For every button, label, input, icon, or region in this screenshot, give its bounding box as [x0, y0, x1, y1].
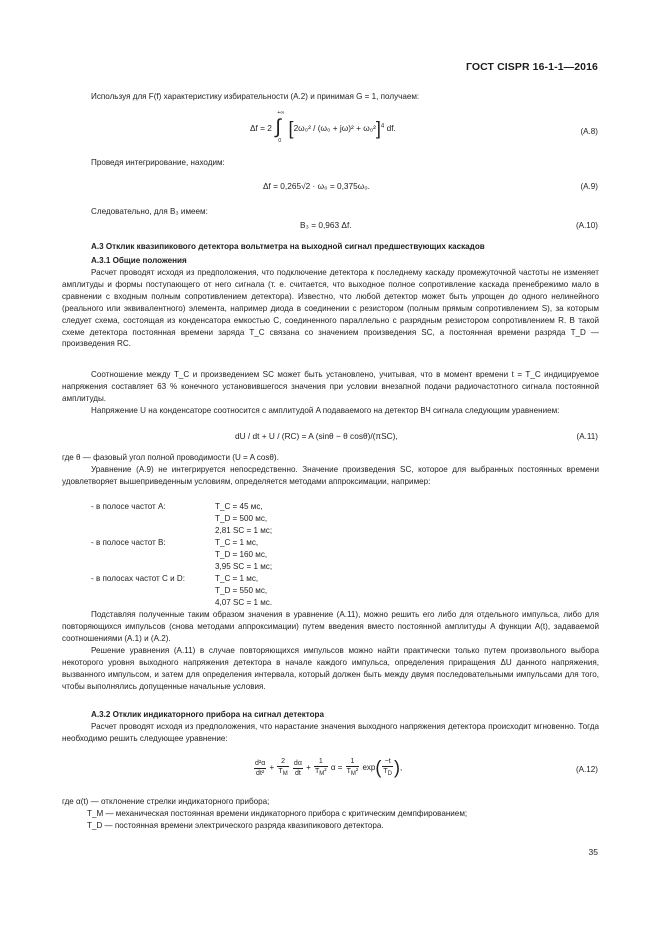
equation-a12: $\frac{\text{d²α}}{\text{dt²}}$ + $\frac{2}{T_M}$ $\frac{d\alpha}{dt}$ + $\frac{1}{T_M^2}$ α = $\frac{1}{T_M^2}$ exp( $\frac{-t}{T_D}$ ),	[255, 757, 403, 778]
definition-td-symbol: T_D	[87, 821, 103, 830]
standard-header: ГОСТ CISPR 16-1-1—2016	[465, 61, 598, 73]
definition-td-text: — постоянная времени электрического разряда квазипикового детектора.	[104, 821, 384, 830]
equation-a8-power: 4	[380, 123, 385, 130]
paragraph-substitution: Подставляя полученные таким образом значения в уравнение (А.11), можно решить его либо для отдельного импульса, либо для повторяющихся импульсов (снова методами аппроксимации) путем введения вместо постоянной амплитуды A функции A(t), задаваемой соотношениями (А.1) и (А.2).	[62, 610, 599, 643]
section-heading-a3: А.3 Отклик квазипикового детектора вольтметра на выходной сигнал предшествующих каскадов	[91, 242, 485, 251]
equation-a11-number: (А.11)	[576, 432, 598, 441]
equation-a9: Δf = 0,265√2 · ω₀ = 0,375ω₀.	[263, 181, 370, 191]
equation-a12-number: (А.12)	[575, 765, 598, 774]
equation-a8-number: (А.8)	[580, 127, 598, 136]
band-cd-label: - в полосах частот С и D:	[91, 574, 185, 583]
integral-sign: ∫	[275, 116, 281, 138]
paragraph-phase-angle: где θ — фазовый угол полной проводимости (U = A cosθ).	[62, 453, 279, 462]
paragraph-assumption: Расчет проводят исходя из предположения, что подключение детектора к последнему каскаду промежуточной частоты не изменяет амплитуды и формы поступающего от него сигнала (т. е. считается, что выходное полное сопротивление каскада пренебрежимо мало в сравнении с входным полным сопротивлением детектора). Известно, что любой детектор может быть упрощен до одного нелинейного (реального или эквивалентного) элемента, например диода в соединении с резистором (полным прямым сопротивлением S), за которым следует схема, состоящая из конденсатора емкостью C, соединенного параллельно с разрядным резистором сопротивлением R. В такой схеме детектора постоянная времени заряда T_C связана со значением произведения SC, а постоянная времени разряда T_D — произведения RC.	[62, 268, 599, 349]
paragraph-integration: Проведя интегрирование, находим:	[91, 158, 225, 167]
integral-upper-limit: +∞	[277, 110, 285, 116]
definition-td	[87, 820, 384, 832]
definition-alpha	[62, 796, 269, 808]
band-a-label: - в полосе частот А:	[91, 502, 166, 511]
band-cd-td: T_D = 550 мс,	[215, 586, 268, 595]
definition-tm	[87, 808, 467, 820]
paragraph-solution: Решение уравнения (А.11) в случае повторяющихся импульсов можно найти практически только путем произвольного выбора некоторого уровня выходного напряжения детектора в начале каждого импульса, определения приращения ΔU данного напряжения, вызванного импульсом, и затем для определения интервала, который должен быть между двумя последовательными импульсами для того, чтобы выполнялись допущенные начальные условия.	[62, 646, 599, 691]
equation-a8-tail: df.	[386, 123, 396, 134]
band-cd-tc: T_C = 1 мс,	[215, 574, 259, 583]
definition-tm-symbol: T_M	[87, 809, 104, 818]
equation-a9-number: (А.9)	[580, 182, 598, 191]
paragraph-meter-response: Расчет проводят исходя из предположения, что нарастание значения выходного напряжения детектора происходит мгновенно. Тогда необходимо решить следующее уравнение:	[62, 722, 599, 743]
definition-alpha-text: — отклонение стрелки индикаторного прибора;	[90, 797, 270, 806]
paragraph-tc-relation: Соотношение между T_C и произведением SC может быть установлено, учитывая, что в момент времени t = T_C индицируемое напряжения составляет 63 % конечного установившегося значения при условии внезапной подачи радиочастотного сигнала постоянной амплитуды.	[62, 370, 599, 403]
band-b-tc: T_C = 1 мс,	[215, 538, 259, 547]
equation-a11: dU / dt + U / (RC) = A (sinθ − θ cosθ)/(πSC),	[235, 431, 398, 441]
equation-a10-number: (А.10)	[575, 221, 598, 230]
equation-a10: B₃ = 0,963 Δf.	[300, 220, 352, 230]
band-b-label: - в полосе частот В:	[91, 538, 166, 547]
paragraph-voltage: Напряжение U на конденсаторе соотносится с амплитудой A подаваемого на детектор ВЧ сигнала следующим уравнением:	[91, 406, 560, 415]
band-a-sc: 2,81 SC = 1 мс;	[215, 526, 273, 535]
paragraph-approximation: Уравнение (А.9) не интегрируется непосредственно. Значение произведения SC, которое для выбранных постоянных времени удовлетворяет вышеприведенным условиям, определяется методами аппроксимации, например:	[62, 465, 599, 486]
paragraph-intro: Используя для F(f) характеристику избирательности (А.2) и принимая G = 1, получаем:	[91, 92, 420, 101]
equation-a8-lhs: Δf = 2	[250, 123, 272, 134]
integral-lower-limit: 0	[278, 138, 282, 144]
definition-tm-text: — механическая постоянная времени индикаторного прибора с критическим демпфированием;	[105, 809, 468, 818]
equation-a8-body: 2ω₀² / (ω₀ + jω)² + ω₀²	[293, 123, 376, 134]
definition-alpha-symbol: где α(t)	[62, 797, 89, 806]
page-number: 35	[588, 847, 598, 857]
band-b-td: T_D = 160 мс,	[215, 550, 268, 559]
section-heading-a31: А.3.1 Общие положения	[91, 256, 187, 265]
paragraph-consequently: Следовательно, для B₃ имеем:	[91, 207, 208, 216]
equation-a8: Δf = 2 +∞ ∫ 0 $[2\omega_0^2 / (\omega_0 + j\omega)^2 + \omega_0^2]^4$ df.	[250, 110, 396, 144]
band-b-sc: 3,95 SC = 1 мс;	[215, 562, 273, 571]
band-a-tc: T_C = 45 мс,	[215, 502, 263, 511]
band-a-td: T_D = 500 мс,	[215, 514, 268, 523]
section-heading-a32: А.3.2 Отклик индикаторного прибора на сигнал детектора	[91, 710, 324, 719]
band-cd-sc: 4,07 SC = 1 мс.	[215, 598, 273, 607]
